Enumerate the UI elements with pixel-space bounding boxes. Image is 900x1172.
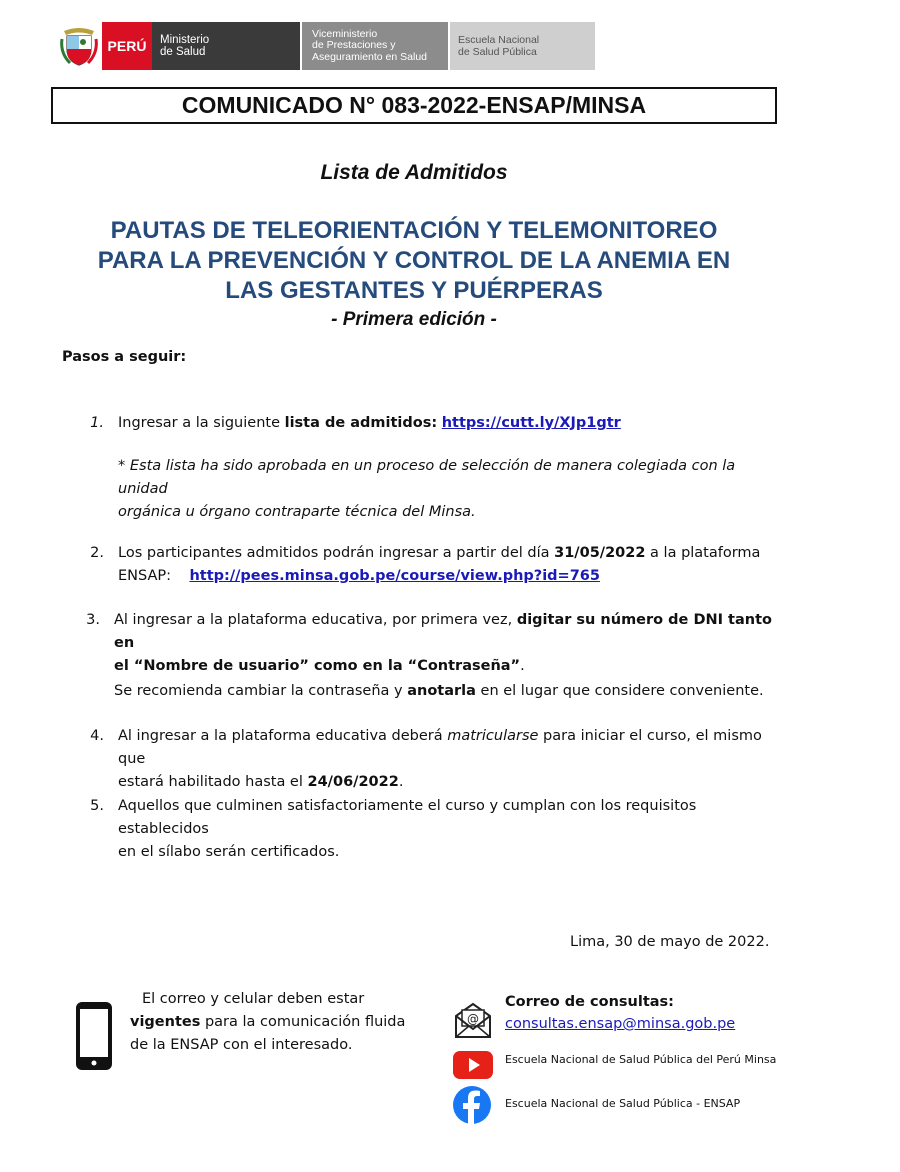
step-3-bold1: digitar su número de DNI tanto en: [114, 612, 772, 651]
step-3-text: [114, 609, 774, 678]
ministerio-line1: Ministerio: [160, 34, 210, 46]
step-4-pre: Al ingresar a la plataforma educativa deberá: [118, 728, 448, 744]
coat-of-arms-icon: [60, 25, 98, 67]
step-5-number: 5.: [90, 798, 104, 814]
peru-brand-block: [102, 22, 152, 70]
step-1-bold: lista de admitidos:: [284, 415, 438, 431]
course-title-line3: LAS GESTANTES Y PUÉRPERAS: [225, 277, 603, 304]
course-title: [40, 216, 788, 306]
step-4-line2-pre: estará habilitado hasta el: [118, 774, 308, 790]
steps-heading: Pasos a seguir:: [62, 349, 187, 365]
step-1-note-line1: * Esta lista ha sido aprobada en un proceso de selección de manera colegiada con la unidad: [118, 458, 736, 497]
ministerio-line2: de Salud: [160, 46, 206, 58]
step-2-pre: Los participantes admitidos podrán ingresar a partir del día: [118, 545, 555, 561]
step-5-line1: Aquellos que culminen satisfactoriamente el curso y cumplan con los requisitos establecidos: [118, 798, 697, 837]
step-1-note-line2: orgánica u órgano contraparte técnica del Minsa.: [118, 504, 476, 520]
step-4-line2-end: .: [398, 774, 404, 790]
step-1-pre: Ingresar a la siguiente: [118, 415, 285, 431]
step-2-line2-pre: ENSAP:: [118, 568, 172, 584]
step-2-number: 2.: [90, 545, 104, 561]
document-subtitle: Lista de Admitidos: [320, 161, 508, 184]
step-3-rec-pre: Se recomienda cambiar la contraseña y: [114, 683, 408, 699]
step-3-pre: Al ingresar a la plataforma educativa, por primera vez,: [114, 612, 517, 628]
vice-line1: Viceministerio: [312, 27, 378, 40]
footer-contact-note: [130, 988, 408, 1057]
step-3-rec-post: en el lugar que considere conveniente.: [475, 683, 764, 699]
footer-bold: vigentes: [130, 1014, 201, 1030]
youtube-channel-label[interactable]: Escuela Nacional de Salud Pública del Perú Minsa: [505, 1053, 777, 1066]
step-3-recommendation: [114, 680, 774, 703]
step-4-text: [118, 725, 778, 794]
admitted-list-link[interactable]: https://cutt.ly/XJp1gtr: [441, 415, 621, 431]
step-1-text: [118, 412, 778, 435]
edition-label: - Primera edición -: [331, 309, 497, 330]
course-title-line2: PARA LA PREVENCIÓN Y CONTROL DE LA ANEMIA EN: [97, 247, 731, 274]
course-title-line1: PAUTAS DE TELEORIENTACIÓN Y TELEMONITOREO: [110, 217, 718, 244]
step-3-bold2: el “Nombre de usuario” como en la “Contraseña”: [114, 658, 521, 674]
mail-icon: [453, 1002, 493, 1040]
svg-text:@: @: [467, 1012, 479, 1026]
facebook-icon[interactable]: [453, 1086, 491, 1124]
step-2-post: a la plataforma: [645, 545, 761, 561]
correo-title: Correo de consultas:: [505, 994, 674, 1010]
step-4-italic: matricularse: [447, 728, 539, 744]
step-5-text: [118, 795, 778, 864]
step-1-note: [118, 455, 778, 524]
step-4-number: 4.: [90, 728, 104, 744]
vice-line3: Aseguramiento en Salud: [312, 50, 427, 63]
facebook-page-label[interactable]: Escuela Nacional de Salud Pública - ENSAP: [505, 1097, 741, 1110]
platform-link[interactable]: http://pees.minsa.gob.pe/course/view.php?id=765: [189, 568, 600, 584]
ministerio-brand-block: [152, 22, 300, 70]
step-4-post: para iniciar el curso, el mismo que: [118, 728, 762, 767]
vice-line2: de Prestaciones y: [312, 39, 396, 52]
step-5-line2: en el sílabo serán certificados.: [118, 844, 340, 860]
contact-email-link[interactable]: consultas.ensap@minsa.gob.pe: [505, 1016, 736, 1032]
peru-label: PERÚ: [107, 38, 147, 54]
ensap-line1: Escuela Nacional: [458, 34, 540, 46]
date-line: Lima, 30 de mayo de 2022.: [570, 934, 770, 950]
step-4-date: 24/06/2022: [307, 774, 399, 790]
step-1-number: 1.: [90, 415, 104, 431]
footer-line3: de la ENSAP con el interesado.: [130, 1037, 353, 1053]
ensap-line2: de Salud Pública: [458, 46, 537, 58]
step-3-end: .: [520, 658, 525, 674]
step-2-date: 31/05/2022: [554, 545, 646, 561]
youtube-icon[interactable]: [453, 1050, 493, 1080]
viceministerio-brand-block: [302, 22, 448, 70]
ensap-brand-block: [450, 22, 595, 70]
phone-icon: [74, 1000, 114, 1072]
footer-line1: El correo y celular deben estar: [142, 991, 365, 1007]
document-title: COMUNICADO N° 083-2022-ENSAP/MINSA: [51, 87, 777, 124]
step-2-text: [118, 542, 778, 588]
footer-line2: para la comunicación fluida: [200, 1014, 406, 1030]
step-3-rec-bold: anotarla: [407, 683, 476, 699]
step-3-number: 3.: [86, 612, 100, 628]
